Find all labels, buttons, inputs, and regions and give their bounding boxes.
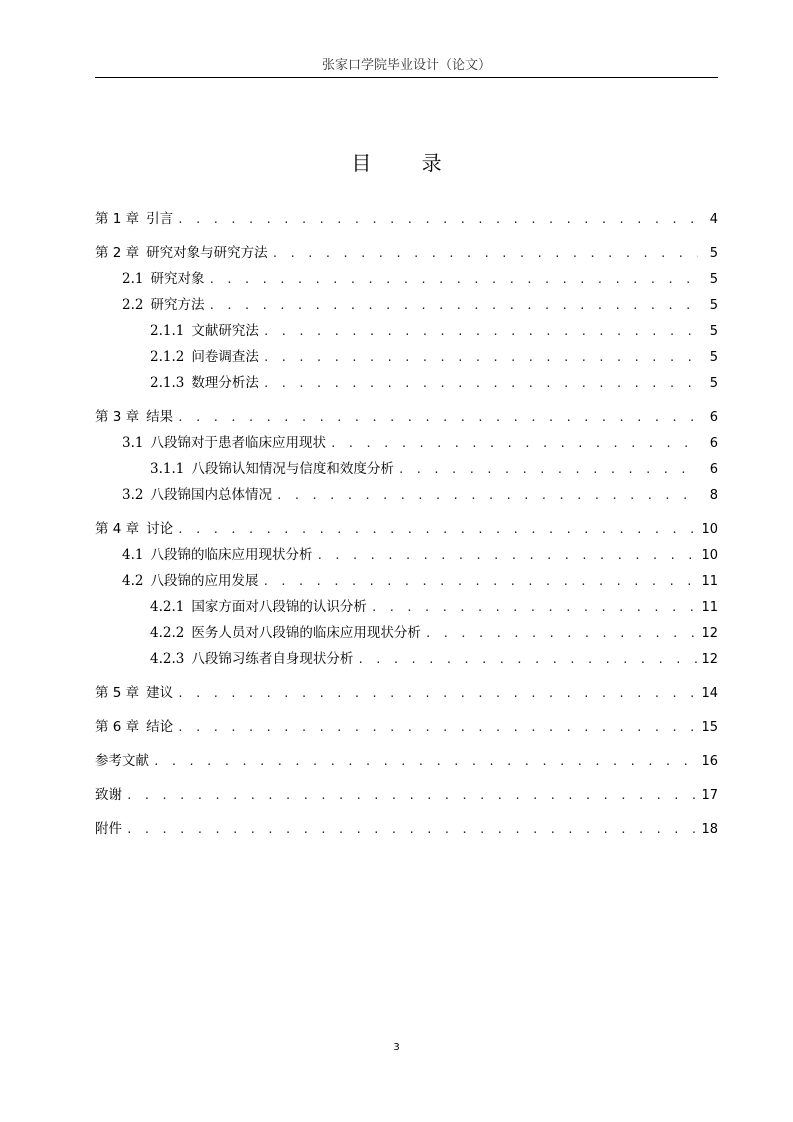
toc-entry[interactable] [95,568,718,594]
toc-entry-title: 数理分析法 [191,375,259,391]
toc-entry-title: 八段锦习练者自身现状分析 [191,651,354,667]
toc-entry[interactable] [95,430,718,456]
toc-leader-dots [398,457,698,483]
toc-entry-title: 引言 [146,211,174,227]
toc-entry-page: 5 [709,350,718,365]
toc-leader-dots [126,783,697,809]
toc-entry-title: 八段锦对于患者临床应用现状 [150,435,326,451]
toc-entry-title: 研究对象 [150,271,205,287]
toc-entry[interactable] [95,206,718,232]
toc-entry-page: 5 [709,324,718,339]
toc-entry[interactable] [95,318,718,344]
toc-leader-dots [177,681,697,707]
toc-entry-title: 八段锦的应用发展 [150,573,259,589]
toc-entry-page: 11 [701,600,718,615]
toc-entry-page: 5 [709,272,718,287]
toc-entry-page: 5 [709,246,718,261]
toc-entry-page: 15 [701,720,718,735]
toc-entry-title: 问卷调查法 [191,349,259,365]
toc-entry-page: 11 [701,574,718,589]
toc-entry-number: 4.2.2 [150,625,185,641]
toc-entry-title: 八段锦认知情况与信度和效度分析 [191,461,394,477]
toc-leader-dots [263,371,698,397]
toc-entry[interactable] [95,482,718,508]
toc-entry-title: 研究对象与研究方法 [146,245,268,261]
toc-entry-number: 2.1 [122,271,144,287]
toc-leader-dots [357,647,697,673]
toc-leader-dots [330,431,698,457]
toc-leader-dots [263,345,698,371]
toc-entry[interactable] [95,714,718,740]
toc-leader-dots [276,483,698,509]
toc-entry[interactable] [95,344,718,370]
toc-leader-dots [126,817,697,843]
toc-leader-dots [272,241,698,267]
toc-entry-page: 10 [701,522,718,537]
toc-leader-dots [177,405,698,431]
toc-leader-dots [425,621,698,647]
toc-leader-dots [208,293,698,319]
toc-entry-title: 讨论 [146,521,174,537]
toc-entry-page: 6 [709,410,718,425]
toc-entry-number: 2.1.3 [150,375,185,391]
toc-entry-title: 八段锦国内总体情况 [150,487,272,503]
toc-entry-number: 2.2 [122,297,144,313]
toc-entry-number: 3.1 [122,435,144,451]
toc-leader-dots [177,207,698,233]
toc-entry-page: 8 [709,488,718,503]
toc-entry-number: 3.2 [122,487,144,503]
toc-entry-number: 第 4 章 [95,521,140,537]
toc-entry[interactable] [95,456,718,482]
toc-entry-page: 5 [709,376,718,391]
toc-entry[interactable] [95,542,718,568]
toc-entry-title: 参考文献 [95,753,149,769]
toc-entry-number: 2.1.2 [150,349,185,365]
toc-entry[interactable] [95,370,718,396]
toc-entry-number: 4.1 [122,547,144,563]
toc-entry-page: 6 [709,462,718,477]
toc-entry-page: 14 [701,686,718,701]
toc-entry-page: 12 [701,652,718,667]
toc-entry-number: 4.2.1 [150,599,185,615]
toc-leader-dots [371,595,698,621]
toc-entry[interactable] [95,782,718,808]
toc-entry[interactable] [95,292,718,318]
toc-entry[interactable] [95,240,718,266]
toc-entry[interactable] [95,620,718,646]
toc-entry-title: 致谢 [95,787,122,803]
toc-leader-dots [263,319,698,345]
page-header: 张家口学院毕业设计（论文） [321,58,491,73]
toc-entry[interactable] [95,404,718,430]
toc-entry[interactable] [95,816,718,842]
header-divider [95,77,718,78]
toc-entry-number: 第 1 章 [95,211,140,227]
toc-entry-number: 2.1.1 [150,323,185,339]
toc-entry-page: 10 [701,548,718,563]
toc-entry-page: 16 [701,754,718,769]
toc-title: 目 录 [351,151,464,175]
toc-entry-page: 4 [709,212,718,227]
toc-entry-page: 18 [701,822,718,837]
toc-entry-number: 第 6 章 [95,719,140,735]
toc-entry-number: 4.2 [122,573,144,589]
toc-entry-title: 研究方法 [150,297,205,313]
toc-leader-dots [153,749,697,775]
toc-entry-page: 17 [701,788,718,803]
toc-entry-page: 12 [701,626,718,641]
toc-entry-title: 八段锦的临床应用现状分析 [150,547,313,563]
toc-entry-title: 结果 [146,409,174,425]
toc-entry[interactable] [95,594,718,620]
toc-entry[interactable] [95,646,718,672]
toc-leader-dots [177,715,697,741]
toc-entry-number: 第 3 章 [95,409,140,425]
toc-entry-title: 文献研究法 [191,323,259,339]
toc-entry[interactable] [95,748,718,774]
toc-entry-number: 第 5 章 [95,685,140,701]
toc-entry-title: 建议 [146,685,174,701]
toc-entry-page: 6 [709,436,718,451]
toc-entry[interactable] [95,266,718,292]
toc-leader-dots [208,267,698,293]
toc-entry-number: 4.2.3 [150,651,185,667]
toc-entry-title: 国家方面对八段锦的认识分析 [191,599,367,615]
toc-entry[interactable] [95,516,718,542]
toc-entry-page: 5 [709,298,718,313]
toc-entry-title: 结论 [146,719,174,735]
table-of-contents [95,206,718,842]
toc-entry[interactable] [95,680,718,706]
page-number: 3 [393,1042,400,1053]
toc-entry-title: 附件 [95,821,122,837]
toc-leader-dots [177,517,697,543]
toc-entry-number: 第 2 章 [95,245,140,261]
toc-entry-number: 3.1.1 [150,461,185,477]
toc-entry-title: 医务人员对八段锦的临床应用现状分析 [191,625,421,641]
toc-leader-dots [316,543,697,569]
toc-leader-dots [262,569,697,595]
